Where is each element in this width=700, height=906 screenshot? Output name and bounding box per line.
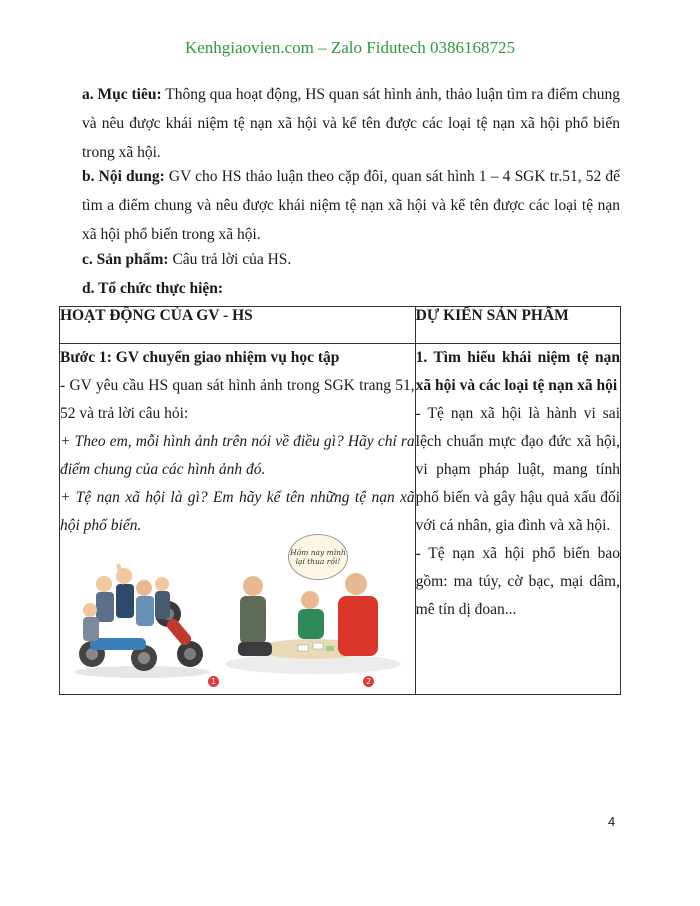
figure-number-2: 2 xyxy=(363,676,374,687)
activity-table xyxy=(59,306,621,695)
product-cell xyxy=(415,344,620,695)
step-title: Bước 1: GV chuyển giao nhiệm vụ học tập xyxy=(60,349,340,366)
speech-bubble: Hôm nay mình lại thua rồi! xyxy=(288,534,348,580)
step-text: - GV yêu cầu HS quan sát hình ảnh trong SGK trang 51, 52 và trả lời câu hỏi: xyxy=(60,377,415,422)
col1-header: HOẠT ĐỘNG CỦA GV - HS xyxy=(60,307,416,344)
page-number: 4 xyxy=(608,814,616,829)
figure-number-1: 1 xyxy=(208,676,219,687)
product-definition: - Tệ nạn xã hội là hành vi sai lệch chuẩn mực đạo đức xã hội, vi phạm pháp luật, mang tính phổ biến và gây hậu quả xấu đối với cá nhân, gia đình và xã hội. xyxy=(415,405,620,534)
question-2: + Tệ nạn xã hội là gì? Em hãy kể tên những tệ nạn xã hội phổ biến. xyxy=(60,489,415,534)
illustration-gambling xyxy=(218,534,408,684)
section-a-text: Thông qua hoạt động, HS quan sát hình ảnh, thảo luận tìm ra điểm chung và nêu được khái niệm tệ nạn xã hội và kể tên được các loại tệ nạn xã hội phổ biến trong xã hội. xyxy=(82,86,620,161)
section-a-label: a. Mục tiêu: xyxy=(82,86,162,103)
illustration-motorbike-racing xyxy=(72,554,212,682)
section-c xyxy=(82,245,620,274)
product-types: - Tệ nạn xã hội phổ biến bao gồm: ma túy, cờ bạc, mại dâm, mê tín dị đoan... xyxy=(415,545,620,618)
product-title: 1. Tìm hiểu khái niệm tệ nạn xã hội và các loại tệ nạn xã hội xyxy=(415,349,620,394)
section-d xyxy=(82,274,620,303)
section-b xyxy=(82,162,620,249)
page-header: Kenhgiaovien.com – Zalo Fidutech 0386168725 xyxy=(184,38,516,57)
section-b-text: GV cho HS thảo luận theo cặp đôi, quan sát hình 1 – 4 SGK tr.51, 52 để tìm a điểm chung và nêu được khái niệm tệ nạn xã hội và kể tên được các loại tệ nạn xã hội phổ biến trong xã hội. xyxy=(82,168,620,243)
section-c-label: c. Sản phẩm: xyxy=(82,251,169,268)
activity-cell xyxy=(60,344,416,695)
section-a xyxy=(82,80,620,167)
section-c-text: Câu trả lời của HS. xyxy=(168,251,292,268)
section-b-label: b. Nội dung: xyxy=(82,168,165,185)
question-1: + Theo em, mỗi hình ảnh trên nói về điều gì? Hãy chỉ ra điểm chung của các hình ảnh đó. xyxy=(60,433,415,478)
col2-header: DỰ KIẾN SẢN PHẨM xyxy=(415,307,620,344)
section-d-label: d. Tổ chức thực hiện: xyxy=(82,280,224,297)
